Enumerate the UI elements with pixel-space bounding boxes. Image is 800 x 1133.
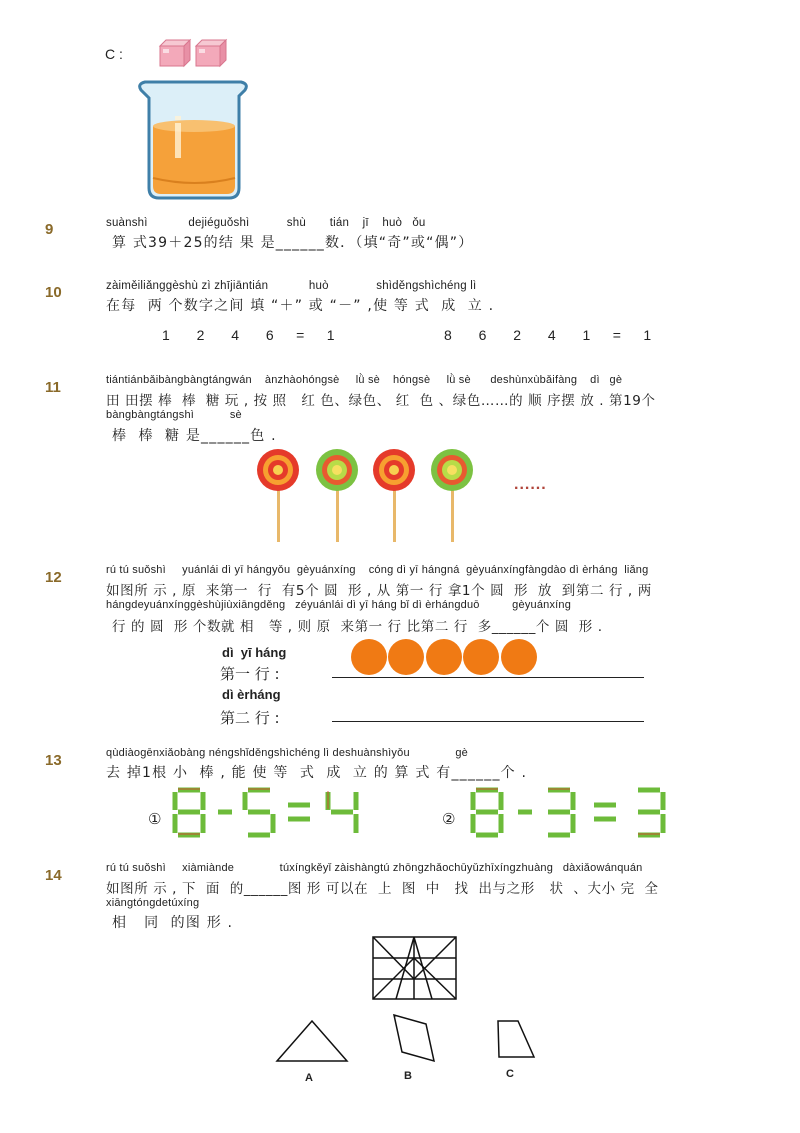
q9-text: 算 式39＋25的结 果 是______数．（填“奇”或“偶”） — [112, 235, 474, 251]
q11-pinyin-line1: tiántiánbǎibàngbàngtángwán ànzhàohóngsè lǜ sè hóngsè lǜ sè deshùnxùbǎifàng dì gè — [106, 374, 623, 386]
q9-pinyin: suànshì dejiéguǒshì shù tián jī huò ǒu — [106, 217, 426, 229]
row1-label: 第一 行 : — [220, 665, 280, 683]
lollipop-red-2 — [373, 449, 415, 542]
q11-text-line1: 田 田摆 棒 棒 糖 玩 , 按 照 红 色、绿色、 红 色 、绿色……的 顺 序摆 放 . 第19个 — [106, 393, 656, 409]
q10-text: 在每 两 个数字之间 填 “＋” 或 “－” ,使 等 式 成 立 . — [106, 298, 495, 314]
q14-text-line1: 如图所 示 , 下 面 的______图 形 可以在 上 图 中 找 出与之形 状 、大小 完 全 — [106, 881, 659, 897]
orange-circle-5 — [501, 639, 537, 675]
q11-pinyin-line2: bàngbàngtángshì sè — [106, 409, 242, 421]
q12-text-line1: 如图所 示 , 原 来第一 行 有5个 圆 形 , 从 第一 行 拿1个 圆 形 放 到第二 行 , 两 — [106, 583, 652, 599]
orange-circle-4 — [463, 639, 499, 675]
q14-option-a-label: A — [305, 1072, 313, 1084]
q12-pinyin-line2: hángdeyuánxínggèshùjiùxiāngděng zéyuánlái dì yī háng bǐ dì èrhángduō gèyuánxíng — [106, 599, 572, 611]
lollipop-green-2 — [431, 449, 473, 542]
lollipop-red-1 — [257, 449, 299, 542]
question-number-13: 13 — [45, 752, 62, 769]
beaker-image — [135, 78, 255, 203]
question-number-10: 10 — [45, 284, 62, 301]
row2-line — [332, 721, 644, 722]
q11-ellipsis: ...... — [514, 476, 547, 493]
question-number-14: 14 — [45, 867, 62, 884]
lollipops-image — [255, 448, 490, 543]
q11-text-line2: 棒 棒 糖 是______色 . — [112, 428, 277, 444]
q10-equation-2: 8 6 2 4 1 = 1 — [444, 327, 652, 343]
q12-pinyin-line1: rú tú suǒshì yuánlái dì yī hángyǒu gèyuánxíng cóng dì yī hángná gèyuánxíngfàngdào dì èrháng liǎng — [106, 564, 649, 576]
q14-option-c-label: C — [506, 1068, 514, 1080]
sugar-cube-1 — [160, 40, 190, 66]
question-number-11: 11 — [45, 379, 61, 396]
row2-pinyin: dì èrháng — [222, 687, 281, 702]
q13-pinyin: qùdiàogēnxiǎobàng néngshǐděngshìchéng lì deshuànshìyǒu gè — [106, 747, 468, 759]
matchstick-marker-2: ② — [442, 810, 456, 828]
orange-circle-1 — [351, 639, 387, 675]
orange-circle-2 — [388, 639, 424, 675]
option-c-label: C : — [105, 46, 123, 62]
row2-label: 第二 行 : — [220, 709, 280, 727]
q14-pinyin-line1: rú tú suǒshì xiàmiànde túxíngkěyǐ zàishàngtú zhōngzhǎochūyǔzhīxíngzhuàng dàxiǎowánquán — [106, 862, 643, 874]
q10-pinyin: zàiměiliǎnggèshù zì zhījiāntián huò shìděngshìchéng lì — [106, 280, 477, 292]
q14-option-c-trapezoid[interactable] — [494, 1018, 540, 1060]
row1-circles — [350, 638, 540, 676]
q14-pinyin-line2: xiāngtóngdetúxíng — [106, 897, 200, 909]
row1-line — [332, 677, 644, 678]
q14-option-a-triangle[interactable] — [274, 1018, 350, 1064]
matchstick-equation-2 — [468, 785, 673, 840]
sugar-cubes-image — [158, 38, 230, 68]
matchstick-equation-1 — [170, 785, 370, 840]
q14-reference-figure — [372, 936, 458, 1002]
matchstick-marker-1: ① — [148, 810, 162, 828]
lollipop-green-1 — [316, 449, 358, 542]
orange-circle-3 — [426, 639, 462, 675]
q14-text-line2: 相 同 的图 形 . — [112, 915, 234, 931]
row1-pinyin: dì yī háng — [222, 645, 287, 660]
question-number-9: 9 — [45, 221, 54, 238]
sugar-cube-2 — [196, 40, 226, 66]
q14-option-b-parallelogram[interactable] — [390, 1012, 438, 1064]
q10-equation-1: 1 2 4 6 = 1 — [162, 327, 336, 343]
question-number-12: 12 — [45, 569, 62, 586]
q12-text-line2: 行 的 圆 形 个数就 相 等 , 则 原 来第一 行 比第二 行 多______个 圆 形 . — [112, 619, 603, 635]
q14-option-b-label: B — [404, 1070, 412, 1082]
q13-text: 去 掉1根 小 棒 , 能 使 等 式 成 立 的 算 式 有______个 . — [106, 765, 528, 781]
